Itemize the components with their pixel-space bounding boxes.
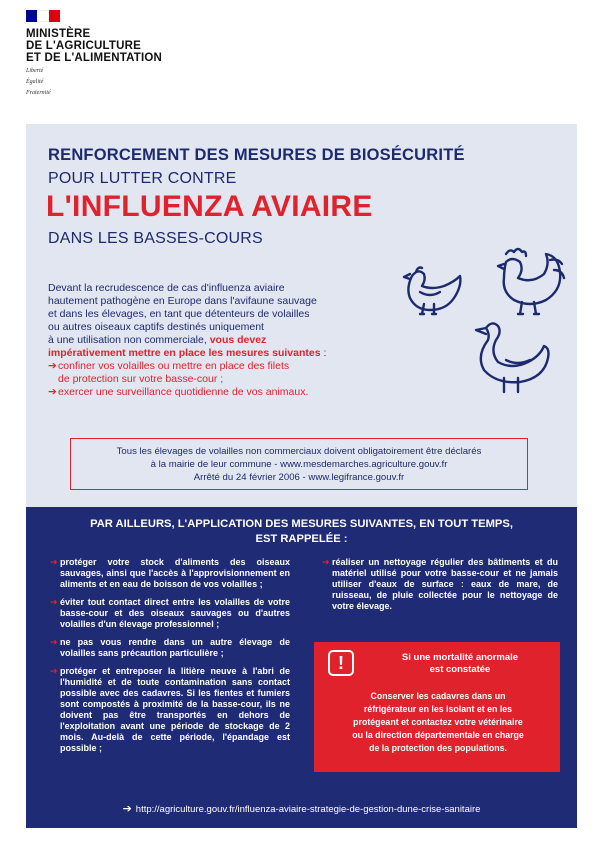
list-item bbox=[50, 557, 290, 590]
bullet-confine-cont: de protection sur votre basse-cour ; bbox=[58, 373, 224, 385]
list-item bbox=[50, 597, 290, 630]
arrow-icon: ➔ bbox=[50, 637, 58, 647]
motto-fraternite: Fraternité bbox=[26, 90, 51, 96]
bullet-confine bbox=[48, 360, 378, 373]
list-item-text: protéger et entreposer la litière neuve à l'abri de l'humidité et de toute contamination sans contact possible avec des cadavres. Si les fientes et fumiers sont compostés à proximité de la basse-cour, ils ne doivent pas être transportés en dehors de l'exploitation avant une période de stockage de 2 mois. Au-delà de cette période, l'épandage est possible ; bbox=[60, 666, 290, 753]
arrow-icon: ➔ bbox=[48, 360, 57, 372]
ministry-header bbox=[26, 10, 226, 97]
declaration-notice bbox=[70, 438, 528, 490]
title-basses-cours: DANS LES BASSES-COURS bbox=[48, 230, 263, 247]
duck-icon bbox=[476, 323, 549, 392]
alert-body-line: protégeant et contactez votre vétérinaire bbox=[353, 717, 523, 727]
arrow-icon: ➔ bbox=[50, 557, 58, 567]
notice-line: Tous les élevages de volailles non commerciaux doivent obligatoirement être déclarés bbox=[116, 446, 482, 457]
list-item bbox=[50, 637, 290, 659]
intro-line: Devant la recrudescence de cas d'influenza aviaire bbox=[48, 282, 285, 294]
alert-body-line: réfrigérateur en les isolant et en les bbox=[363, 704, 513, 714]
intro-emphasis: vous devez bbox=[209, 334, 267, 346]
bottom-panel bbox=[26, 507, 577, 828]
title-pour-lutter: POUR LUTTER CONTRE bbox=[48, 170, 237, 187]
bullet-surveillance bbox=[48, 386, 378, 399]
hen-icon bbox=[404, 268, 460, 315]
ministry-name-line1: MINISTÈRE bbox=[26, 28, 91, 40]
arrow-icon: ➔ bbox=[48, 386, 57, 398]
warning-icon: ! bbox=[328, 650, 354, 676]
list-item bbox=[50, 666, 290, 754]
intro-line: et dans les élevages, en tant que détenteurs de volailles bbox=[48, 308, 310, 320]
intro-line bbox=[48, 334, 378, 347]
title-biosecurity: RENFORCEMENT DES MESURES DE BIOSÉCURITÉ bbox=[48, 146, 465, 164]
ministry-name-line3: ET DE L'ALIMENTATION bbox=[26, 52, 162, 64]
intro-line bbox=[48, 347, 378, 360]
alert-body bbox=[328, 690, 548, 755]
alert-body-line: de la protection des populations. bbox=[369, 743, 507, 753]
list-item-text: éviter tout contact direct entre les volailles de votre basse-cour et des oiseaux sauvages ou d'autres volailles d'un élevage professionnel ; bbox=[60, 597, 290, 629]
notice-line: à la mairie de leur commune - www.mesdemarches.agriculture.gouv.fr bbox=[150, 459, 448, 470]
alert-heading bbox=[370, 652, 550, 676]
intro-text-part: : bbox=[320, 347, 327, 359]
poultry-illustration bbox=[394, 244, 574, 404]
list-item bbox=[322, 557, 558, 612]
bottom-title-line: EST RAPPELÉE : bbox=[255, 533, 348, 545]
footer-link[interactable] bbox=[26, 802, 577, 815]
arrow-icon: ➔ bbox=[50, 666, 58, 676]
alert-heading-line: est constatée bbox=[429, 664, 491, 675]
arrow-icon: ➔ bbox=[322, 557, 330, 567]
alert-body-line: Conserver les cadavres dans un bbox=[370, 691, 506, 701]
intro-text-part: à une utilisation non commerciale, bbox=[48, 334, 207, 346]
notice-line: Arrêté du 24 février 2006 - www.legifrance.gouv.fr bbox=[193, 472, 405, 483]
intro-line: hautement pathogène en Europe dans l'avifaune sauvage bbox=[48, 295, 317, 307]
rooster-icon bbox=[498, 249, 564, 314]
measures-right-column bbox=[322, 557, 558, 619]
intro-emphasis: impérativement mettre en place les mesures suivantes bbox=[48, 347, 321, 359]
title-influenza: L'INFLUENZA AVIAIRE bbox=[46, 190, 373, 223]
list-item-text: ne pas vous rendre dans un autre élevage de volailles sans précaution particulière ; bbox=[60, 637, 290, 658]
mortality-alert-box bbox=[314, 642, 560, 772]
alert-body-line: ou la direction départementale en charge bbox=[352, 730, 524, 740]
intro-text bbox=[48, 282, 378, 399]
republic-flag-logo bbox=[26, 10, 60, 22]
footer-url[interactable]: http://agriculture.gouv.fr/influenza-aviaire-strategie-de-gestion-dune-crise-sanitaire bbox=[135, 804, 481, 815]
bottom-title-line: PAR AILLEURS, L'APPLICATION DES MESURES SUIVANTES, EN TOUT TEMPS, bbox=[90, 518, 513, 530]
list-item-text: protéger votre stock d'aliments des oiseaux sauvages, ainsi que l'accès à l'approvisionnement en aliments et en eau de boisson de vos volailles ; bbox=[60, 557, 290, 589]
alert-heading-line: Si une mortalité anormale bbox=[401, 652, 519, 663]
ministry-name-line2: DE L'AGRICULTURE bbox=[26, 40, 141, 52]
list-item-text: réaliser un nettoyage régulier des bâtiments et du matériel utilisé pour votre basse-cour et ne jamais utiliser d'eaux de surface : eaux de mare, de ruisseau, de pluie collectée pour le nettoyage de votre élevage. bbox=[332, 557, 558, 611]
bullet-text: exercer une surveillance quotidienne de vos animaux. bbox=[58, 386, 309, 398]
measures-left-column bbox=[50, 557, 290, 761]
arrow-icon: ➔ bbox=[50, 597, 58, 607]
bottom-title bbox=[26, 517, 577, 547]
top-panel bbox=[26, 124, 577, 507]
motto-egalite: Égalité bbox=[26, 79, 44, 85]
intro-line: ou autres oiseaux captifs destinés uniquement bbox=[48, 321, 264, 333]
bullet-text: confiner vos volailles ou mettre en place des filets bbox=[58, 360, 290, 372]
motto-liberte: Liberté bbox=[26, 68, 44, 74]
arrow-right-icon: ➔ bbox=[122, 803, 132, 815]
